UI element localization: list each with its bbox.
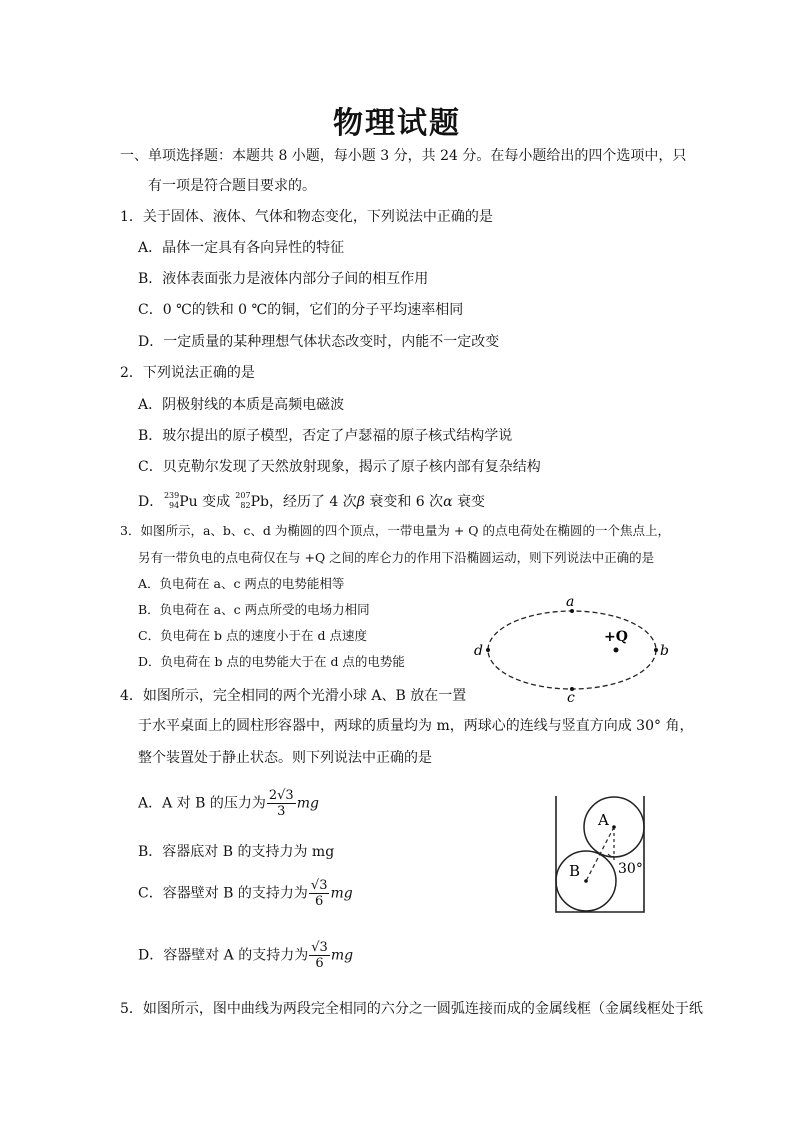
label-ball-b: B [569, 862, 581, 880]
q4-option-b: B．容器底对 B 的支持力为 mg [138, 844, 335, 860]
q1-stem: 1．关于固体、液体、气体和物态变化，下列说法中正确的是 [120, 209, 493, 225]
q4-option-c: C．容器壁对 B 的支持力为 $\frac{√3}{6}$ mg [138, 878, 353, 909]
ellipse-figure [470, 592, 680, 702]
q4-stem-line2: 于水平桌面上的圆柱形容器中，两球的质量均为 m，两球心的连线与竖直方向成 30° 角， [138, 718, 694, 734]
center-b-dot [584, 879, 588, 883]
q4-stem-line1: 4．如图所示，完全相同的两个光滑小球 A、B 放在一置 [120, 688, 467, 704]
label-a: a [566, 594, 575, 610]
q4-stem-line3: 整个装置处于静止状态。则下列说法中正确的是 [138, 750, 432, 766]
q3-option-b: B．负电荷在 a、c 两点所受的电场力相同 [138, 602, 370, 617]
q2-option-a: A．阴极射线的本质是高频电磁波 [138, 397, 345, 413]
q4-option-d: D．容器壁对 A 的支持力为 $\frac{√3}{6}$ mg [138, 940, 354, 971]
center-a-dot [612, 825, 616, 829]
fraction: $\frac{√3}{6}$ [310, 878, 328, 909]
center-line [586, 827, 614, 881]
label-ball-a: A [598, 811, 609, 829]
label-d: d [474, 643, 483, 659]
vertex-d-dot [486, 648, 490, 652]
q3-stem-line1: 3．如图所示，a、b、c、d 为椭圆的四个顶点，一带电量为 + Q 的点电荷处在椭圆的一个焦点上， [120, 523, 671, 538]
q1-option-d: D．一定质量的某种理想气体状态改变时，内能不一定改变 [138, 334, 500, 350]
fraction: $\frac{√3}{6}$ [311, 940, 328, 971]
container-figure [548, 792, 658, 916]
pb-isotope-prefix: 207 82 [235, 491, 251, 510]
fraction: $\frac{2√3}{3}$ [268, 788, 294, 819]
q5-stem-line1: 5．如图所示，图中曲线为两段完全相同的六分之一圆弧连接而成的金属线框（金属线框处于纸 [120, 1001, 703, 1017]
q4-option-a: A．A 对 B 的压力为 $\frac{2√3}{3}$ mg [138, 788, 319, 819]
label-plus-q: +Q [604, 629, 628, 645]
q1-option-a: A．晶体一定具有各向异性的特征 [138, 240, 345, 256]
q2-option-c: C．贝克勒尔发现了天然放射现象，揭示了原子核内部有复杂结构 [138, 459, 541, 475]
q2-stem: 2．下列说法正确的是 [120, 365, 255, 381]
ellipse-orbit [488, 611, 656, 689]
q3-option-a: A．负电荷在 a、c 两点的电势能相等 [138, 576, 345, 591]
q2-option-d: D． 239 94 Pu 变成 207 82 Pb，经历了 4 次β 衰变和 6 次α 衰变 [138, 491, 486, 510]
q2-option-b: B．玻尔提出的原子模型，否定了卢瑟福的原子核式结构学说 [138, 428, 513, 444]
label-angle: 30° [618, 861, 643, 877]
page-title: 物理试题 [333, 106, 461, 141]
section-heading: 一、单项选择题：本题共 8 小题，每小题 3 分，共 24 分。在每小题给出的四个选项中，只 [120, 148, 687, 164]
q3-stem-line2: 另有一带负电的点电荷仅在与 +Q 之间的库仑力的作用下沿椭圆运动，则下列说法中正确的是 [138, 550, 655, 565]
section-heading-cont: 有一项是符合题目要求的。 [148, 178, 316, 194]
vertex-b-dot [654, 648, 658, 652]
pu-isotope-prefix: 239 94 [163, 491, 180, 510]
q1-option-c: C．0 ℃的铁和 0 ℃的铜，它们的分子平均速率相同 [138, 302, 464, 318]
q1-option-b: B．液体表面张力是液体内部分子间的相互作用 [138, 271, 429, 287]
q3-option-c: C．负电荷在 b 点的速度小于在 d 点速度 [138, 628, 367, 643]
label-b: b [660, 643, 669, 659]
charge-dot [614, 648, 619, 653]
label-c: c [567, 690, 575, 702]
q3-option-d: D．负电荷在 b 点的电势能大于在 d 点的电势能 [138, 654, 405, 669]
